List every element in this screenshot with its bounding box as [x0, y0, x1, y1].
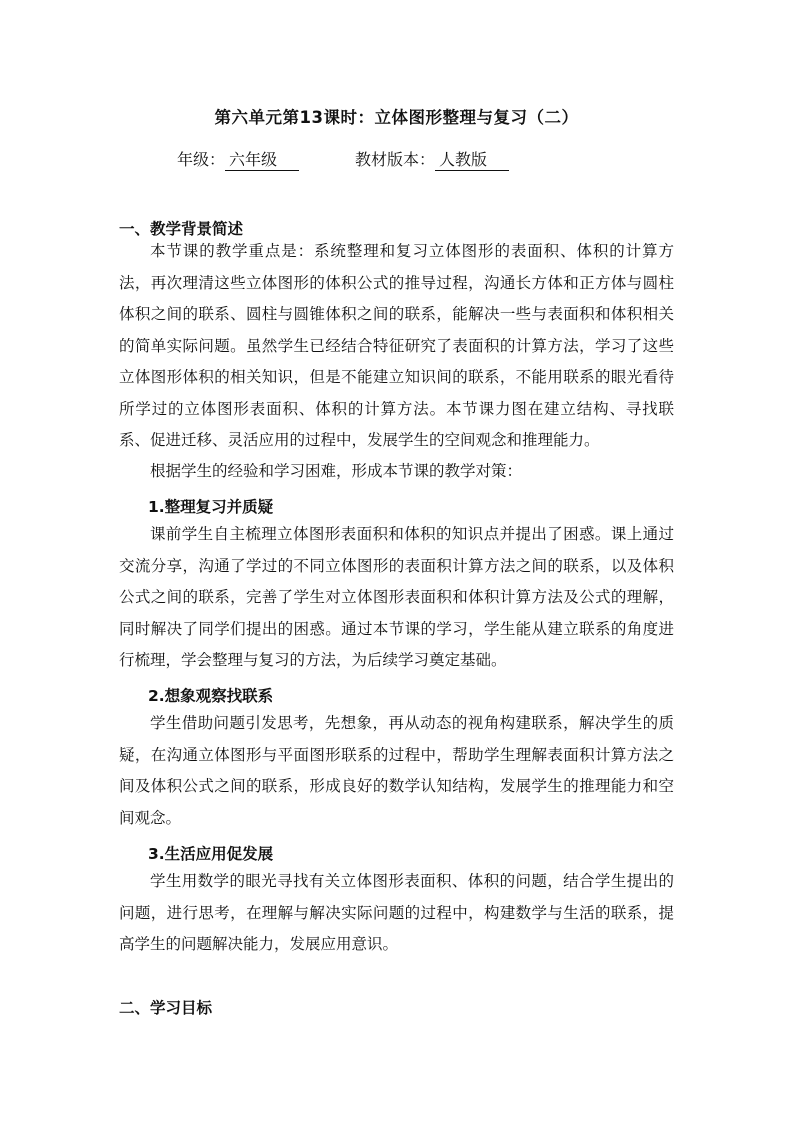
- section-heading-background: 一、教学背景简述: [119, 220, 244, 238]
- subheading-review: 1.整理复习并质疑: [148, 498, 274, 516]
- edition-label: 教材版本：: [355, 150, 436, 169]
- application-paragraph: 学生用数学的眼光寻找有关立体图形表面积、体积的问题，结合学生提出的问题，进行思考，在理解与解决实际问题的过程中，构建数学与生活的联系，提高学生的问题解决能力，发展应用意识。: [119, 872, 674, 953]
- review-paragraph: 课前学生自主梳理立体图形表面积和体积的知识点并提出了困惑。课上通过交流分享，沟通了学过的不同立体图形的表面积计算方法之间的联系，以及体积公式之间的联系，完善了学生对立体图形表面积和体积计算方法及公式的理解，同时解决了同学们提出的困惑。通过本节课的学习，学生能从建立联系的角度进行梳理，学会整理与复习的方法，为后续学习奠定基础。: [119, 525, 674, 669]
- edition-value: 人教版: [435, 147, 509, 171]
- connections-paragraph: 学生借助问题引发思考，先想象，再从动态的视角构建联系，解决学生的质疑，在沟通立体图形与平面图形联系的过程中，帮助学生理解表面积计算方法之间及体积公式之间的联系，形成良好的数学认知结构，发展学生的推理能力和空间观念。: [119, 714, 674, 827]
- subheading-connections: 2.想象观察找联系: [148, 687, 274, 705]
- grade-value: 六年级: [225, 147, 299, 171]
- grade-label: 年级：: [177, 150, 226, 169]
- background-intro-paragraph: 本节课的教学重点是：系统整理和复习立体图形的表面积、体积的计算方法，再次理清这些立体图形的体积公式的推导过程，沟通长方体和正方体与圆柱体积之间的联系、圆柱与圆锥体积之间的联系，能解决一些与表面积和体积相关的简单实际问题。虽然学生已经结合特征研究了表面积的计算方法，学习了这些立体图形体积的相关知识，但是不能建立知识间的联系，不能用联系的眼光看待所学过的立体图形表面积、体积的计算方法。本节课力图在建立结构、寻找联系、促进迁移、灵活应用的过程中，发展学生的空间观念和推理能力。: [119, 242, 674, 449]
- page-title: 第六单元第13课时：立体图形整理与复习（二）: [214, 108, 579, 127]
- section-heading-objectives: 二、学习目标: [119, 999, 213, 1017]
- subheading-application: 3.生活应用促发展: [148, 845, 274, 863]
- document-meta: [177, 147, 509, 171]
- strategy-paragraph: 根据学生的经验和学习困难，形成本节课的教学对策：: [150, 462, 523, 480]
